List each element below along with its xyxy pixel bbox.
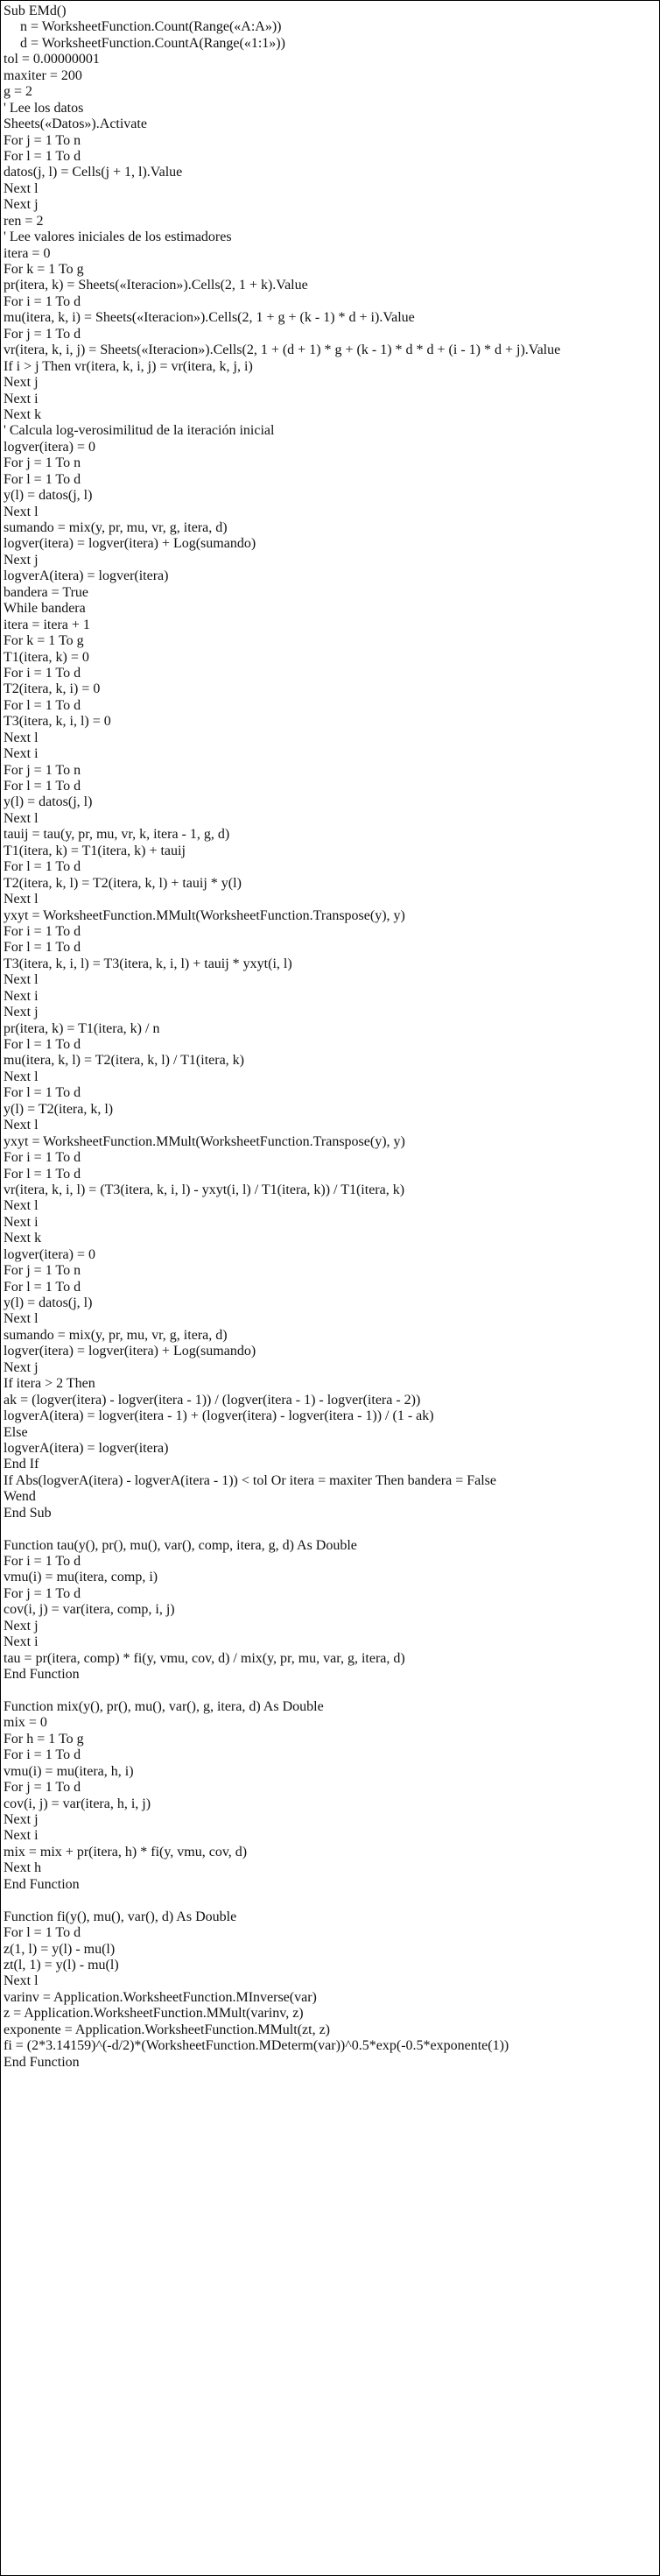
code-line: If itera > 2 Then — [4, 1376, 95, 1392]
code-line: T2(itera, k, i) = 0 — [4, 681, 101, 697]
code-line: For l = 1 To d — [4, 697, 81, 713]
code-line: ' Lee valores iniciales de los estimadores — [4, 229, 232, 245]
code-line: sumando = mix(y, pr, mu, vr, g, itera, d) — [4, 520, 228, 535]
code-line: maxiter = 200 — [4, 67, 82, 83]
code-line: Next l — [4, 810, 39, 826]
code-line: logverA(itera) = logver(itera) — [4, 1440, 169, 1456]
code-line: For j = 1 To d — [4, 1585, 81, 1601]
code-line: Next l — [4, 1198, 39, 1214]
code-line: For j = 1 To d — [4, 1780, 81, 1796]
code-line: For j = 1 To n — [4, 762, 81, 778]
code-line: For j = 1 To n — [4, 132, 81, 148]
code-line: If Abs(logverA(itera) - logverA(itera - 1)) < tol Or itera = maxiter Then bandera = False — [4, 1472, 497, 1488]
code-line: For k = 1 To g — [4, 262, 84, 277]
code-line: End Sub — [4, 1505, 52, 1521]
code-line: Next i — [4, 1214, 39, 1230]
code-line: Function tau(y(), pr(), mu(), var(), comp, itera, g, d) As Double — [4, 1537, 357, 1553]
code-line: End Function — [4, 2054, 80, 2070]
code-line: y(l) = T2(itera, k, l) — [4, 1101, 114, 1117]
code-line: T1(itera, k) = 0 — [4, 649, 89, 665]
code-line: logver(itera) = logver(itera) + Log(sumando) — [4, 1344, 256, 1359]
code-line: Next i — [4, 1828, 39, 1844]
code-line: vr(itera, k, i, l) = (T3(itera, k, i, l) - yxyt(i, l) / T1(itera, k)) / T1(itera, k) — [4, 1182, 405, 1197]
blank-line — [1, 1683, 659, 1699]
code-line: Next j — [4, 1005, 39, 1020]
code-line: Next l — [4, 504, 39, 519]
code-line: For l = 1 To d — [4, 779, 81, 794]
code-line: Next j — [4, 1812, 39, 1827]
code-line: exponente = Application.WorksheetFunction.MMult(zt, z) — [4, 2022, 330, 2037]
code-line: ren = 2 — [4, 213, 44, 229]
code-line: logver(itera) = 0 — [4, 439, 95, 455]
code-line: mix = mix + pr(itera, h) * fi(y, vmu, cov, d) — [4, 1844, 248, 1860]
code-line: Next j — [4, 1359, 39, 1375]
code-line: logver(itera) = 0 — [4, 1246, 95, 1262]
code-line: vmu(i) = mu(itera, comp, i) — [4, 1570, 158, 1585]
code-line: itera = 0 — [4, 245, 51, 261]
code-line: Next l — [4, 730, 39, 745]
code-line: pr(itera, k) = Sheets(«Iteracion»).Cells(2, 1 + k).Value — [4, 278, 308, 293]
code-line: For l = 1 To d — [4, 1279, 81, 1295]
code-line: logver(itera) = logver(itera) + Log(sumando) — [4, 536, 256, 552]
code-line: Next i — [4, 746, 39, 762]
code-line: For i = 1 To d — [4, 665, 81, 681]
code-line: ' Lee los datos — [4, 100, 84, 116]
code-line: For i = 1 To d — [4, 1554, 81, 1569]
code-line: datos(j, l) = Cells(j + 1, l).Value — [4, 165, 183, 180]
code-line: vr(itera, k, i, j) = Sheets(«Iteracion»).Cells(2, 1 + (d + 1) * g + (k - 1) * d * d + (i - 1) * d + j).Value — [4, 342, 561, 358]
code-line: For i = 1 To d — [4, 293, 81, 309]
code-line: vmu(i) = mu(itera, h, i) — [4, 1763, 134, 1779]
code-line: tol = 0.00000001 — [4, 52, 100, 67]
code-line: For l = 1 To d — [4, 1925, 81, 1941]
code-line: mu(itera, k, i) = Sheets(«Iteracion»).Cells(2, 1 + g + (k - 1) * d + i).Value — [4, 310, 415, 326]
blank-line — [1, 1521, 659, 1537]
code-line: If i > j Then vr(itera, k, i, j) = vr(itera, k, j, i) — [4, 358, 253, 374]
code-line: tauij = tau(y, pr, mu, vr, k, itera - 1, g, d) — [4, 827, 230, 843]
code-line: Next i — [4, 988, 39, 1004]
code-line: Next j — [4, 1618, 39, 1634]
code-line: Next j — [4, 197, 39, 213]
code-line: itera = itera + 1 — [4, 617, 90, 632]
code-line: tau = pr(itera, comp) * fi(y, vmu, cov, d) / mix(y, pr, mu, var, g, itera, d) — [4, 1650, 405, 1666]
code-line: For l = 1 To d — [4, 1085, 81, 1101]
vba-code-listing — [1, 1, 659, 2071]
code-line: ' Calcula log-verosimilitud de la iteración inicial — [4, 423, 275, 439]
code-line: cov(i, j) = var(itera, h, i, j) — [4, 1796, 151, 1811]
code-line: For j = 1 To d — [4, 326, 81, 342]
code-line: For i = 1 To d — [4, 923, 81, 939]
code-line: Wend — [4, 1489, 36, 1505]
code-line: For h = 1 To g — [4, 1731, 84, 1747]
code-line: pr(itera, k) = T1(itera, k) / n — [4, 1020, 160, 1036]
code-line: y(l) = datos(j, l) — [4, 488, 93, 504]
code-line: fi = (2*3.14159)^(-d/2)*(WorksheetFunction.MDeterm(var))^0.5*exp(-0.5*exponente(1)) — [4, 2038, 509, 2054]
code-line: sumando = mix(y, pr, mu, vr, g, itera, d) — [4, 1327, 228, 1343]
code-line: Next j — [4, 375, 39, 391]
code-line: logverA(itera) = logver(itera - 1) + (logver(itera) - logver(itera - 1)) / (1 - ak) — [4, 1408, 434, 1424]
code-line: logverA(itera) = logver(itera) — [4, 568, 169, 584]
code-line: Next l — [4, 1973, 39, 1989]
code-line: Next j — [4, 552, 39, 568]
code-line: Function mix(y(), pr(), mu(), var(), g, itera, d) As Double — [4, 1698, 324, 1714]
code-line: Next l — [4, 1311, 39, 1327]
code-line: T2(itera, k, l) = T2(itera, k, l) + tauij * y(l) — [4, 875, 242, 891]
blank-line — [1, 1893, 659, 1909]
code-line: For l = 1 To d — [4, 859, 81, 875]
code-line: y(l) = datos(j, l) — [4, 1295, 93, 1310]
code-line: d = WorksheetFunction.CountA(Range(«1:1»)) — [20, 35, 285, 51]
code-line: Sheets(«Datos»).Activate — [4, 116, 147, 132]
code-line: T1(itera, k) = T1(itera, k) + tauij — [4, 843, 186, 858]
code-line: Next l — [4, 892, 39, 907]
code-line: z(1, l) = y(l) - mu(l) — [4, 1941, 116, 1957]
code-line: End Function — [4, 1876, 80, 1892]
code-line: Next l — [4, 1118, 39, 1133]
code-line: mu(itera, k, l) = T2(itera, k, l) / T1(itera, k) — [4, 1053, 245, 1069]
code-line: Else — [4, 1424, 28, 1440]
code-line: ak = (logver(itera) - logver(itera - 1)) / (logver(itera - 1) - logver(itera - 2)) — [4, 1392, 421, 1408]
code-line: Next h — [4, 1860, 42, 1876]
code-line: Next i — [4, 1634, 39, 1650]
code-line: z = Application.WorksheetFunction.MMult(varinv, z) — [4, 2006, 304, 2022]
code-line: Next l — [4, 1069, 39, 1084]
code-line: zt(l, 1) = y(l) - mu(l) — [4, 1957, 119, 1973]
code-line: While bandera — [4, 601, 86, 617]
code-line: Next l — [4, 972, 39, 988]
code-line: Sub EMd() — [4, 4, 67, 18]
code-line: bandera = True — [4, 584, 89, 600]
code-line: Function fi(y(), mu(), var(), d) As Double — [4, 1909, 237, 1924]
code-line: y(l) = datos(j, l) — [4, 794, 93, 810]
code-line: For l = 1 To d — [4, 1037, 81, 1052]
code-line: For i = 1 To d — [4, 1747, 81, 1763]
code-line: n = WorksheetFunction.Count(Range(«A:A»)) — [20, 19, 282, 35]
code-line: For i = 1 To d — [4, 1150, 81, 1166]
code-line: For k = 1 To g — [4, 633, 84, 649]
code-line: End Function — [4, 1667, 80, 1683]
code-line: Next k — [4, 406, 42, 422]
code-line: Next l — [4, 180, 39, 196]
code-line: g = 2 — [4, 84, 33, 100]
code-line: For l = 1 To d — [4, 1166, 81, 1182]
code-line: varinv = Application.WorksheetFunction.MInverse(var) — [4, 1989, 317, 2005]
code-line: Next i — [4, 391, 39, 406]
code-line: T3(itera, k, i, l) = T3(itera, k, i, l) + tauij * yxyt(i, l) — [4, 956, 292, 971]
code-line: yxyt = WorksheetFunction.MMult(WorksheetFunction.Transpose(y), y) — [4, 907, 405, 923]
code-line: cov(i, j) = var(itera, comp, i, j) — [4, 1602, 175, 1618]
code-line: For j = 1 To n — [4, 455, 81, 471]
code-line: Next k — [4, 1231, 42, 1246]
code-line: mix = 0 — [4, 1715, 47, 1731]
code-line: yxyt = WorksheetFunction.MMult(WorksheetFunction.Transpose(y), y) — [4, 1133, 405, 1149]
code-line: For l = 1 To d — [4, 148, 81, 164]
code-line: For j = 1 To n — [4, 1263, 81, 1279]
code-line: For l = 1 To d — [4, 471, 81, 487]
code-line: End If — [4, 1457, 39, 1472]
code-line: For l = 1 To d — [4, 940, 81, 956]
code-line: T3(itera, k, i, l) = 0 — [4, 714, 111, 730]
